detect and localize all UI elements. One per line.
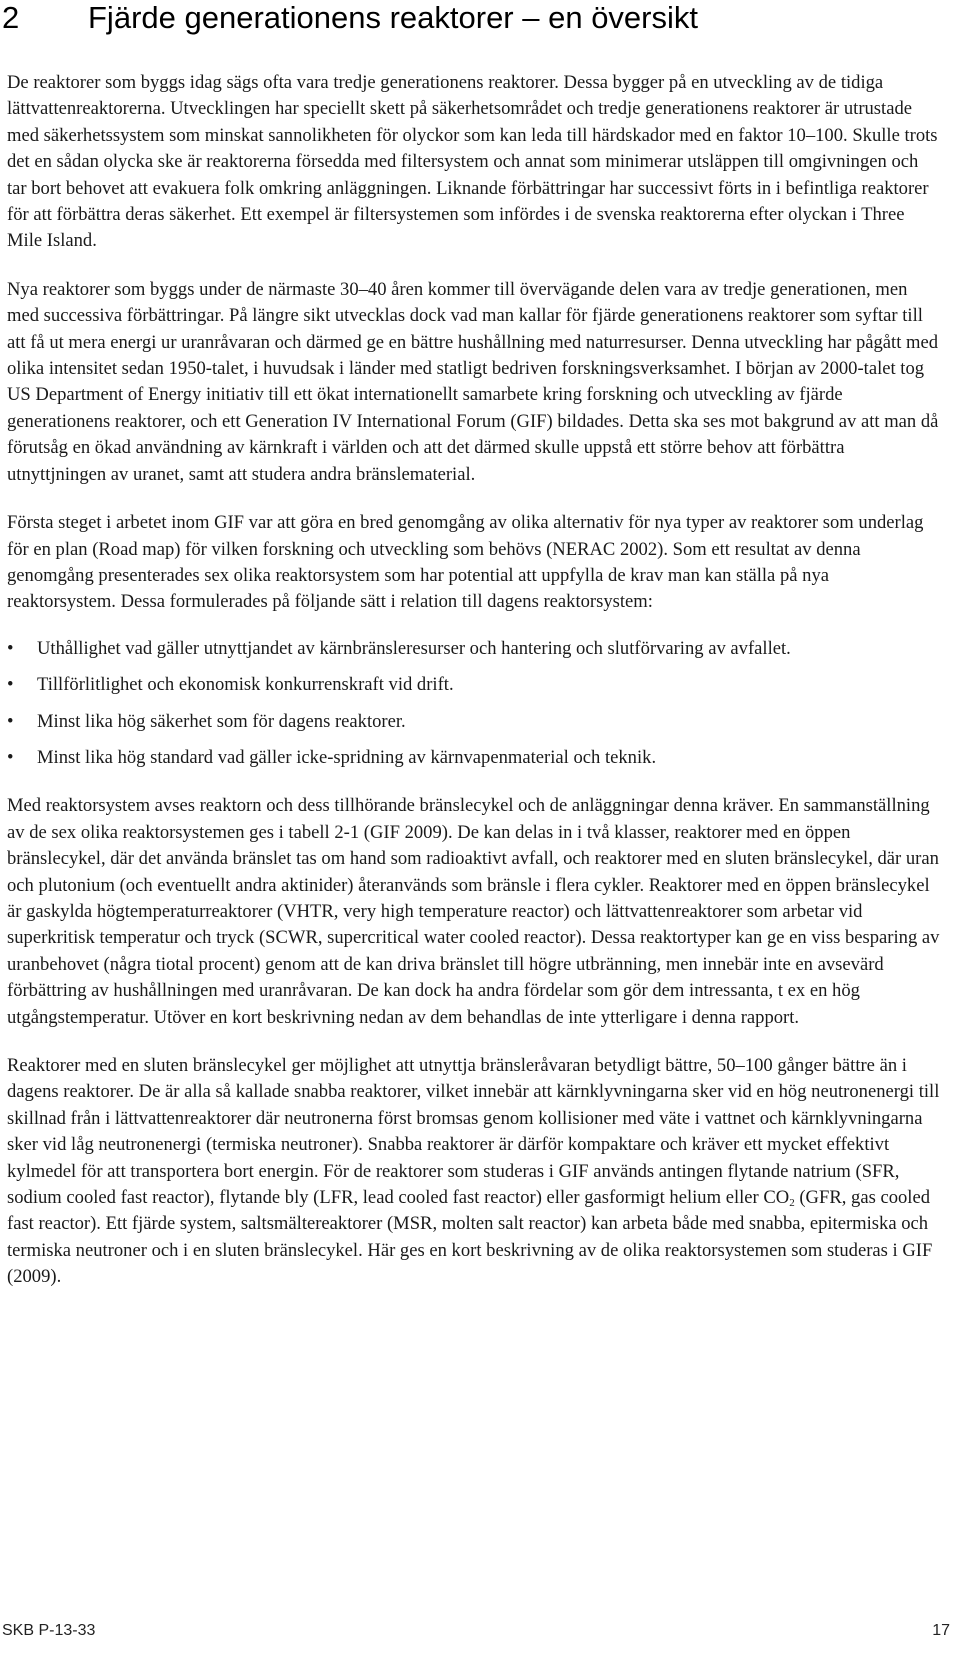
paragraph [7, 1053, 942, 1291]
body-text [7, 70, 942, 1313]
list-item-text: Tillförlitlighet och ekonomisk konkurrenskraft vid drift. [37, 674, 454, 696]
bullet-marker: • [7, 710, 14, 732]
bullet-marker: • [7, 674, 14, 696]
report-id: SKB P-13-33 [2, 1622, 96, 1639]
paragraph: De reaktorer som byggs idag sägs ofta vara tredje generationens reaktorer. Dessa bygger på en utveckling av de tidiga lättvattenreaktorerna. Utvecklingen har speciellt skett på säkerhetsområdet och tredje generationens reaktorer är utrustade med säkerhetssystem som minskat sannolikheten för olyckor som kan leda till härdskador med en faktor 10–100. Skulle trots det en sådan olycka ske är reaktorerna försedda med filtersystem och annat som minimerar utsläppen till omgivningen och tar bort behovet att evakuera folk omkring anläggningen. Liknande förbättringar har successivt förts in i befintliga reaktorer för att förbättra deras säkerhet. Ett exempel är filtersystemen som infördes i de svenska reaktorerna efter olyckan i Three Mile Island. [7, 72, 938, 252]
paragraph-text: Reaktorer med en sluten bränslecykel ger möjlighet att utnyttja bränsleråvaran betydligt bättre, 50–100 gånger bättre än i dagens reaktorer. De är alla så kallade snabba reaktorer, vilket innebär att kärnklyvningarna sker vid en hög neutronenergi till skillnad från i lättvattenreaktorer där neutronerna först bromsas genom kollisioner med väte i vattnet och kärnklyvningarna sker vid låg neutronenergi (termiska neutroner). Snabba reaktorer är därför kompaktare och kräver ett mycket effektivt kylmedel för att transportera bort energin. För de reaktorer som studeras i GIF används antingen flytande natrium (SFR, sodium cooled fast reactor), flytande bly (LFR, lead cooled fast reactor) eller gasformigt helium eller CO [7, 1055, 940, 1209]
list-item-text: Uthållighet vad gäller utnyttjandet av kärnbränsleresurser och hantering och slutförvaring av avfallet. [37, 637, 791, 659]
paragraph: Med reaktorsystem avses reaktorn och dess tillhörande bränslecykel och de anläggningar denna kräver. En sammanställning av de sex olika reaktorsystemen ges i tabell 2-1 (GIF 2009). De kan delas in i två klasser, reaktorer med en öppen bränslecykel, där det använda bränslet tas om hand som radioaktivt avfall, och reaktorer med en sluten bränslecykel, där uran och plutonium (och eventuellt andra aktinider) återanvänds som bränsle i flera cykler. Reaktorer med en öppen bränslecykel är gaskylda högtemperaturreaktorer (VHTR, very high temperature reactor) och lättvattenreaktorer som arbetar vid superkritisk temperatur och tryck (SCWR, supercritical water cooled reactor). Dessa reaktortyper kan ge en viss besparing av uranbehovet (några tiotal procent) genom att de kan driva bränslet till högre utbränning, men innebär inte en avsevärd förbättring av hushållningen med uranråvaran. De kan dock ha andra fördelar som gör dem intressanta, t ex en hög utgångstemperatur. Utöver en kort beskrivning nedan av dem behandlas de inte ytterligare i denna rapport. [7, 795, 940, 1028]
list-item-text: Minst lika hög standard vad gäller icke-spridning av kärnvapenmaterial och teknik. [37, 746, 657, 768]
subscript: 2 [789, 1197, 795, 1210]
section-number: 2 [2, 0, 20, 35]
list-item-text: Minst lika hög säkerhet som för dagens reaktorer. [37, 710, 406, 732]
paragraph-text: (GFR, gas cooled fast reactor). Ett fjärde system, saltsmältereaktorer (MSR, molten salt reactor) kan arbeta både med snabba, epitermiska och termiska neutroner och i en sluten bränslecykel. Här ges en kort beskrivning av de olika reaktorsystemen som studeras i GIF (2009). [7, 1187, 933, 1288]
list-item [7, 709, 942, 735]
list-item [7, 636, 942, 662]
requirements-list [7, 636, 942, 772]
bullet-marker: • [7, 746, 14, 768]
list-item [7, 672, 942, 698]
section-heading [2, 0, 952, 36]
page-number: 17 [932, 1622, 950, 1639]
paragraph: Nya reaktorer som byggs under de närmaste 30–40 åren kommer till övervägande delen vara av tredje generationen, men med successiva förbättringar. På längre sikt utvecklas dock vad man kallar för fjärde generationens reaktorer som syftar till att få ut mera energi ur uranråvaran och därmed ge en bättre hushållning med naturresurser. Denna utveckling har pågått med olika intensitet sedan 1950-talet, i huvudsak i länder med statligt bedriven forskningsverksamhet. I början av 2000-talet tog US Department of Energy initiativ till ett ökat internationellt samarbete kring forskning och utveckling av fjärde generationens reaktorer, och ett Generation IV International Forum (GIF) bildades. Detta ska ses mot bakgrund av att man då förutsåg en ökad användning av kärnkraft i världen och att det därmed skulle uppstå ett större behov att förbättra utnyttjningen av uranet, samt att studera andra bränslematerial. [7, 278, 939, 485]
paragraph: Första steget i arbetet inom GIF var att göra en bred genomgång av olika alternativ för nya typer av reaktorer som underlag för en plan (Road map) för vilken forskning och utveckling som behövs (NERAC 2002). Som ett resultat av denna genomgång presenterades sex olika reaktorsystem som har potential att uppfylla de krav man kan ställa på nya reaktorsystem. Dessa formulerades på följande sätt i relation till dagens reaktorsystem: [7, 512, 924, 613]
list-item [7, 745, 942, 771]
section-title: Fjärde generationens reaktorer – en översikt [88, 0, 698, 35]
bullet-marker: • [7, 637, 14, 659]
